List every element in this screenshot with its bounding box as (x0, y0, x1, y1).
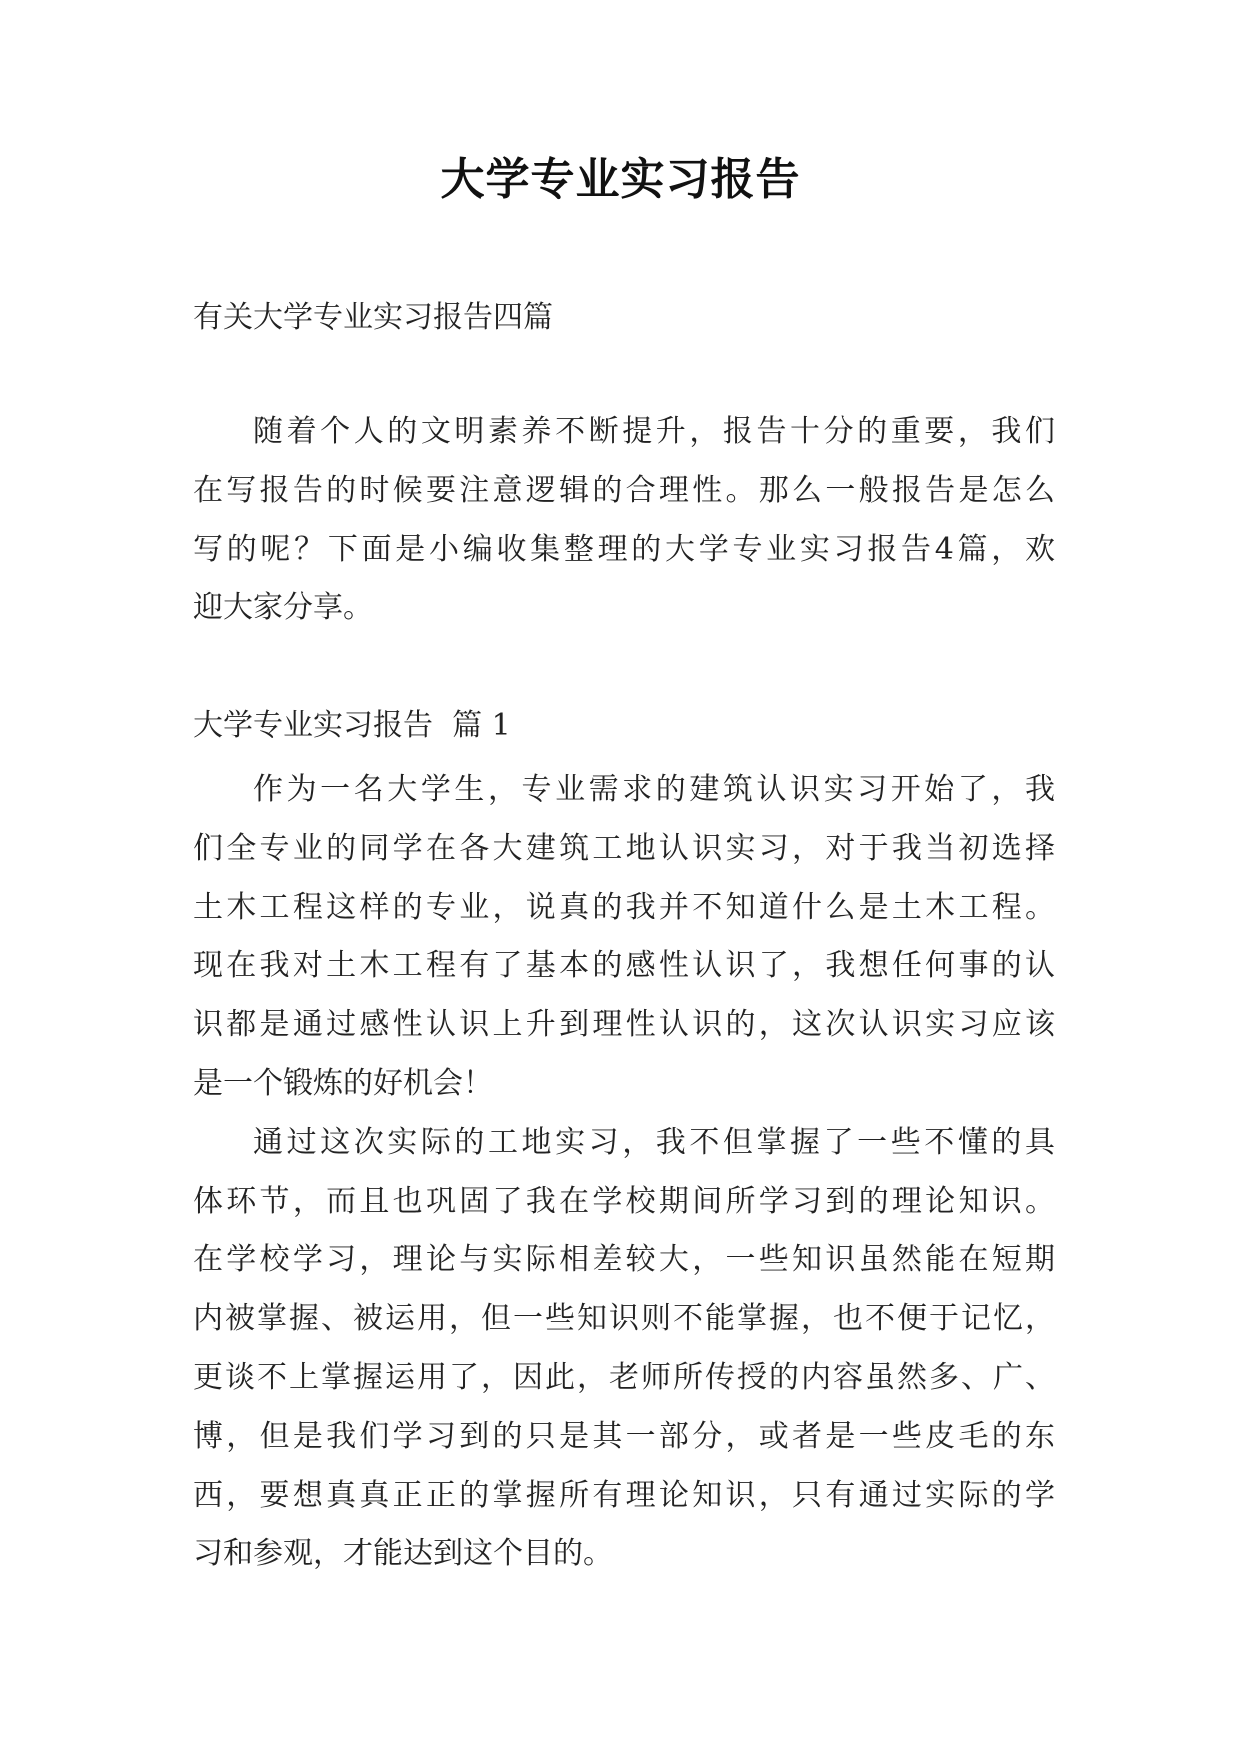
intro-line: 随着个人的文明素养不断提升，报告十分的重要，我们 (253, 414, 1055, 449)
paragraph2-line: 博，但是我们学习到的只是其一部分，或者是一些皮毛的东 (193, 1419, 1055, 1454)
paragraph2-line: 在学校学习，理论与实际相差较大，一些知识虽然能在短期 (193, 1242, 1055, 1277)
paragraph2-line: 内被掌握、被运用，但一些知识则不能掌握，也不便于记忆， (193, 1301, 1055, 1336)
paragraph1-line: 识都是通过感性认识上升到理性认识的，这次认识实习应该 (193, 1007, 1055, 1042)
paragraph2-line: 通过这次实际的工地实习，我不但掌握了一些不懂的具 (253, 1125, 1055, 1160)
intro-line: 写的呢？下面是小编收集整理的大学专业实习报告4篇，欢 (193, 532, 1055, 567)
paragraph2-line: 西，要想真真正正的掌握所有理论知识，只有通过实际的学 (193, 1478, 1055, 1513)
section-heading: 大学专业实习报告 篇 1 (193, 708, 511, 743)
intro-line: 迎大家分享。 (193, 590, 373, 625)
paragraph2-line: 更谈不上掌握运用了，因此，老师所传授的内容虽然多、广、 (193, 1360, 1055, 1395)
paragraph1-line: 是一个锻炼的好机会！ (193, 1066, 493, 1101)
paragraph1-line: 现在我对土木工程有了基本的感性认识了，我想任何事的认 (193, 948, 1055, 983)
paragraph1-line: 作为一名大学生，专业需求的建筑认识实习开始了，我 (253, 772, 1055, 807)
paragraph1-line: 土木工程这样的专业，说真的我并不知道什么是土木工程。 (193, 890, 1055, 925)
document-title: 大学专业实习报告 (440, 154, 801, 205)
document-subtitle: 有关大学专业实习报告四篇 (193, 300, 553, 335)
paragraph1-line: 们全专业的同学在各大建筑工地认识实习，对于我当初选择 (193, 831, 1055, 866)
paragraph2-line: 体环节，而且也巩固了我在学校期间所学习到的理论知识。 (193, 1184, 1055, 1219)
paragraph2-line: 习和参观，才能达到这个目的。 (193, 1536, 613, 1571)
intro-line: 在写报告的时候要注意逻辑的合理性。那么一般报告是怎么 (193, 473, 1055, 508)
